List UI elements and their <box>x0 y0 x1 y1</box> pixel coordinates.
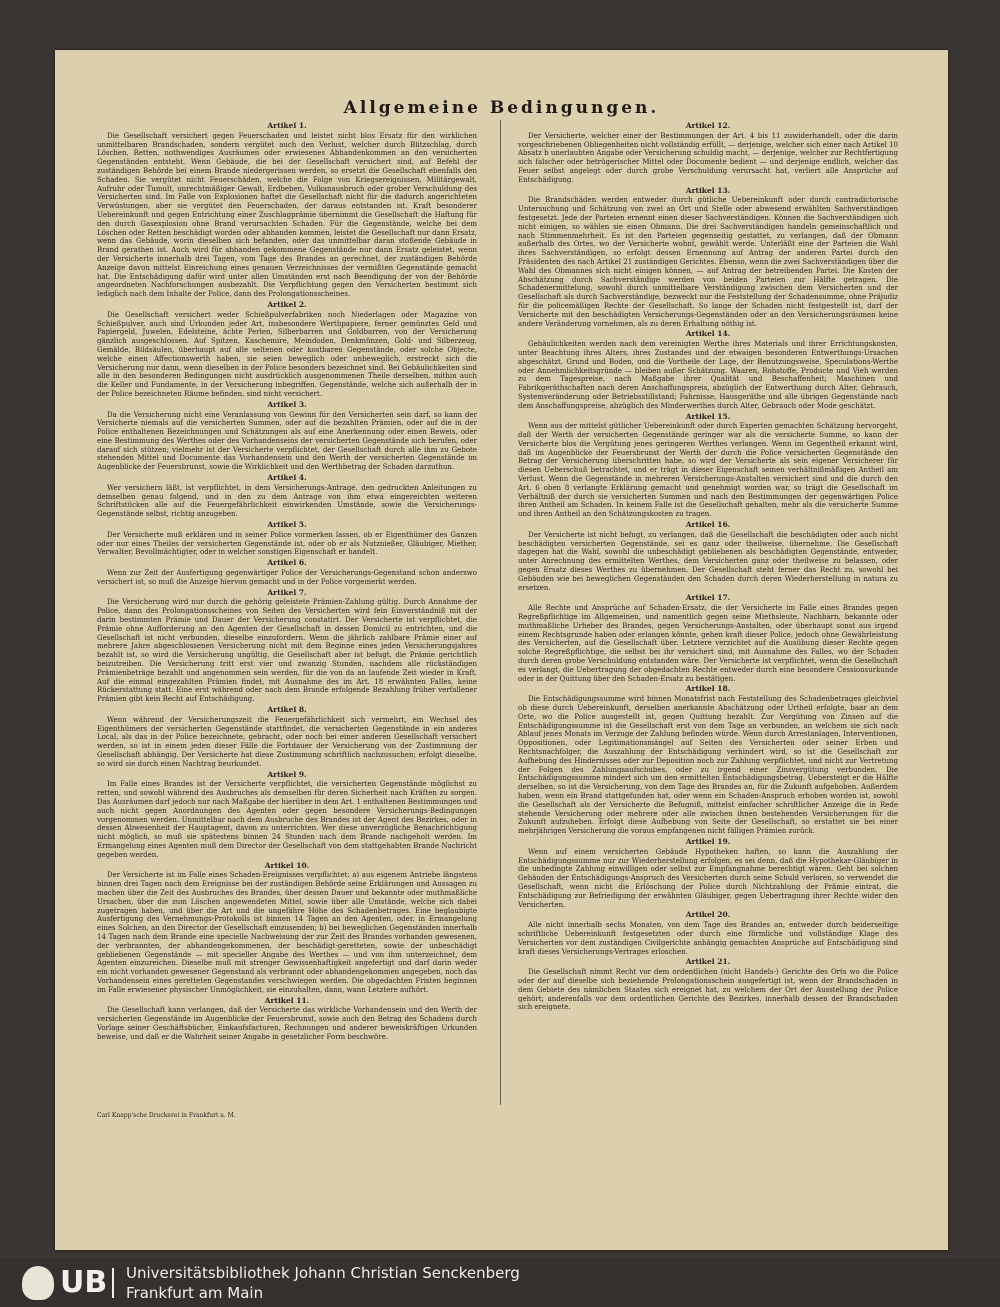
ub-logo: UB <box>60 1265 108 1300</box>
article-text: Der Versicherte muß erklären und in seiner Police vormerken lassen, ob er Eigenthümer des Ganzen oder nur eines Theiles der versicherten Gegenstände ist, oder ob er als Nutznießer, Gläubiger, Miether, Verwalter, Bevollmächtigter, oder in welcher sonstigen Eigenschaft er handelt. <box>97 530 477 557</box>
article-title: Artikel 5. <box>267 520 307 530</box>
portrait-logo-icon <box>22 1266 54 1300</box>
article-text: Die Gesellschaft versichert gegen Feuerschaden und leistet nicht blos Ersatz für den wirklichen unmittelbaren Brandschaden, sondern vergütet auch den Verlust, welcher durch Blitzschlag, durch Löschen, Retten, nothwendiges Ausräumen oder erwiesenes Abhandenkommen an den versicherten Gegenständen entsteht. Wenn Gebäude, die bei der Gesellschaft versichert sind, auf Befehl der zuständigen Behörde bei einem Brande niedergerissen werden, so ersetzt die Gesellschaft ebenfalls den Schaden. Sie vergütet nicht Feuerschäden, welche die Folge von Kriegsereignissen, Militärgewalt, Aufruhr oder Tumult, unrechtmäßiger Gewalt, Erdbeben, Vulkanausbruch oder grober Verschuldung des Versicherten sind. Im Falle von Explosionen haftet die Gesellschaft nicht für die dadurch angerichteten Verwüstungen, aber sie vergütet den Feuerschaden, der daraus entstanden ist. Kraft besonderer Uebereinkunft und gegen Entrichtung einer Zuschlagprämie übernimmt die Gesellschaft die Haftung für den durch Gasexplosion ohne Brand verursachten Schaden. Für die Gegenstände, welche bei dem Löschen oder Retten beschädigt worden oder abhanden kommen, leistet die Gesellschaft nur dann Ersatz, wenn das Gebäude, worin dieselben sich befanden, oder das unmittelbar daran stoßende Gebäude in Brand gerathen ist. Auch wird für abhanden gekommene Gegenstände nur dann Ersatz geleistet, wenn der Versicherte innerhalb drei Tagen, vom Tage des Brandes an gerechnet, der zuständigen Behörde Anzeige davon mittelst Einreichung eines genauen Verzeichnisses der vermißten Gegenstände gemacht hat. Die Entschädigung dafür wird unter allen Umständen erst nach Beendigung der von der Behörde angeordneten Nachforschungen ausbezahlt. Die Verpflichtung gegen den Versicherten bestimmt sich lediglich nach dem Inhalte der Police, dann des Prolongationsscheines. <box>97 131 477 299</box>
article-text: Alle nicht innerhalb sechs Monaten, von dem Tage des Brandes an, entweder durch beiderseitige schriftliche Uebereinkunft festgesetzten oder durch eine förmliche und vollständige Klage des Versicherten vor dem zuständigen Civilgerichte anhängig gemachten Ansprüche auf Entschädigung sind kraft dieses Versicherungs-Vertrages erloschen. <box>518 921 898 956</box>
article-title: Artikel 20. <box>685 910 731 920</box>
article-title: Artikel 17. <box>685 593 731 603</box>
article-text: Der Versicherte, welcher einer der Bestimmungen der Art. 4 bis 11 zuwiderhandelt, oder die darin vorgeschriebenen Obliegenheiten nicht vollständig erfüllt, — derjenige, welcher sich einer nach Artikel 10 Absatz b unerlaubten Angabe oder Versicherung schuldig macht, — derjenige, welcher zur Rechtfertigung sich falscher oder betrügerischer Mittel oder Documente bedient — und derjenige endlich, welcher das Feuer selbst angelegt oder durch grobe Verschuldung verursacht hat, verliert alle Ansprüche auf Entschädigung. <box>518 131 898 184</box>
article-title: Artikel 7. <box>267 587 307 597</box>
article-text: Die Gesellschaft versichert weder Schießpulverfabriken noch Niederlagen oder Magazine von Schießpulver, auch sind Urkunden jeder Art, insbesondere Werthpapiere, ferner gemünztes Geld und Papiergeld, Juwelen, Edelsteine, ächte Perlen, Silberbarren und Goldbarren, von der Versicherung gänzlich ausgeschlossen. Auf Spitzen, Kaschemire, Meindoden, Denkmünzen, Gold- und Silberzeug, Gemälde, Bildsäulen, überhaupt auf alle seltenen oder kostbaren Gegenstände, oder solche Objecte, welche einen Affectionswerth haben, sie seien beweglich oder unbeweglich, erstreckt sich die Versicherung nur dann, wenn dieselben in der Police besonders bezeichnet sind. Bei Gebäulichkeiten sind alle in den besonderen Bedingungen nicht ausdrücklich ausgenommenen Theile derselben, mithin auch die Keller und Fundamente, in der Versicherung inbegriffen. Gegenstände, welche sich außerhalb der in der Police bezeichneten Räume befinden, sind nicht versichert. <box>97 310 477 398</box>
article-title: Artikel 8. <box>267 705 307 714</box>
right-column <box>518 120 898 1105</box>
article-title: Artikel 16. <box>685 520 731 530</box>
article-title: Artikel 18. <box>685 684 731 694</box>
article-title: Artikel 4. <box>267 473 307 483</box>
article-text: Wenn aus der mittelst gütlicher Uebereinkunft oder durch Experten gemachten Schätzung hervorgeht, daß der Werth der versicherten Gegenstände geringer war als die versicherte Summe, so kann der Versicherte blos die Vergütung jenes geringeren Werthes verlangen. Wenn im Gegentheil erkannt wird, daß im Augenblicke der Feuersbrunst der Werth der durch die Police versicherten Gegenstände den Betrag der Versicherung überschritten habe, so wird der Versicherte als sein eigener Versicherer für diesen Ueberschuß betrachtet, und er trägt in dieser Eigenschaft seinen verhältnißmäßigen Antheil am Verlust. Wenn die Gegenstände in mehreren Versicherungs-Anstalten versichert sind und die durch den Art. 6 oben 8 verlangte Erklärung gemacht und genehmigt worden war, so trägt die Gesellschaft im Verhältniß der durch sie versicherten Summen und nach den Bestimmungen der gegenwärtigen Police ihren Antheil am Schaden. In keinem Falle ist die Gesellschaft gehalten, mehr als die versicherte Summe und ihren Antheil an den Schätzungskosten zu tragen. <box>518 422 898 519</box>
article-title: Artikel 14. <box>685 329 731 339</box>
article-title: Artikel 12. <box>685 121 731 130</box>
article-text: Der Versicherte ist nicht befugt, zu verlangen, daß die Gesellschaft die beschädigten oder auch nicht beschädigten versicherten Gegenstände, sei es ganz oder theilweise, übernehme. Die Gesellschaft dagegen hat die Wahl, sowohl die unbeschädigt gebliebenen als beschädigten Gegenstände, entweder, unter Anrechnung des ermittelten Werthes, dem Versicherten ganz oder theilweise zu belassen, oder gegen Ersatz dieses Werthes zu übernehmen. Der Gesellschaft steht ferner das Recht zu, sowohl bei Gebäuden wie bei beweglichen Gegenständen den Schaden durch deren Wiederherstellung in natura zu ersetzen. <box>518 530 898 592</box>
article-text: Die Entschädigungssumme wird binnen Monatsfrist nach Feststellung des Schadenbetrages gleichviel ob diese durch Uebereinkunft, derselben anerkannte Abschätzung oder Urtheil erfolgte, baar an dem Orte, wo die Police ausgestellt ist, gegen Quittung bezahlt. Zur Vergütung von Zinsen auf die Entschädigungssumme ist die Gesellschaft erst von dem Tage an verbunden, an welchem sie sich nach Ablauf jenes Monats im Verzuge der Zahlung befinden würde. Wenn durch Arrestanlagen, Interventionen, Oppositionen, oder Legitimationsmängel auf Seiten des Versicherten oder seiner Erben und Rechtsnachfolger, die Auszahlung der Entschädigung verhindert wird, so ist die Gesellschaft zur Aufhebung des Hindernisses oder zur Deposition noch zur Zahlung verpflichtet, und nicht zur Vertretung der Folgen des Zahlungsaufschubes, oder zu irgend einer Zinsvergütung verbunden. Die Entschädigungssumme mindert sich um den ermittelten Entschädigungsbetrag. Uebersteigt er die Hälfte derselben, so ist die Versicherung, von dem Tage des Brandes an, für die Zukunft aufgehoben. Außerdem haben, wenn ein Brand stattgefunden hat, oder wenn ein Schaden-Anspruch erhoben worden ist, sowohl die Gesellschaft als der Versicherte die Befugniß, mittelst einfacher schriftlicher Anzeige die in Rede stehende Versicherung oder mehrere oder alle zwischen ihnen bestehenden Versicherungen für die Zukunft aufzuheben. Erfolgt diese Aufhebung von Seite der Gesellschaft, so erstattet sie bei einer mehrjährigen Versicherung die voraus empfangenen nicht fälligen Prämien zurück. <box>518 695 898 836</box>
article-text: Wer versichern läßt, ist verpflichtet, in dem Versicherungs-Antrage, den gedruckten Anleitungen zu demselben genau folgend, und in den zu dem Antrage von ihm etwa eingereichten weiteren Schriftstücken alle auf die Feuergefährlichkeit einwirkenden Umstände, sowie die Versicherungs-Gegenstände selbst, richtig anzugeben. <box>97 483 477 519</box>
article-title: Artikel 9. <box>267 769 307 779</box>
article-title: Artikel 1. <box>267 121 307 130</box>
document-title: Allgemeine Bedingungen. <box>343 98 660 118</box>
article-text: Der Versicherte ist im Falle eines Schaden-Ereignisses verpflichtet: a) aus eigenem Antriebe längstens binnen drei Tagen nach dem Ereignisse bei der zuständigen Behörde seine Erklärungen und Aussagen zu machen über die Zeit des Ausbruches des Brandes, über dessen Dauer und bekannte oder muthmaßliche Ursachen, über die zum Löschen angewendeten Mittel, sowie über alle Umstände, welche sich dabei zugetragen haben, und über die Art und die ungefähre Höhe des Schadenbetrages. Eine beglaubigte Ausfertigung des Vernehmungs-Protokolls ist binnen 14 Tagen an den Agenten, oder, in Ermangelung eines Solchen, an den Director der Gesellschaft einzusenden; b) bei beweglichen Gegenständen innerhalb 14 Tagen nach dem Brande eine specielle Nachweisung der zur Zeit des Brandes vorhanden gewesenen, der verbrannten, der abhandengekommenen, der beschädigt-geretteten, sowie der unbeschädigt gebliebenen Gegenstände — mit specieller Angabe des Werthes — und von ihm unterzeichnet, dem Agenten einzureichen. Dieselbe muß mit strenger Gewissenhaftigkeit angefertigt und darf darin weder ein nicht vorhanden gewesener Gegenstand als verbrannt oder abhandengekommen angegeben, noch das Vorhandensein eines geretteten Gegenstandes verschwiegen werden. Die obgedachten Fristen beginnen im Falle erwiesener physischer Unmöglichkeit, sie einzuhalten, dann, wann Letztere aufhört. <box>97 871 477 994</box>
article-title: Artikel 11. <box>264 995 310 1005</box>
article-text: Im Falle eines Brandes ist der Versicherte verpflichtet, die versicherten Gegenstände möglichst zu retten, und sowohl während des Ausbruches als demselben für deren Sicherheit nach Kräften zu sorgen. Das Ausräumen darf jedoch nur nach Maßgabe der hierüber in dem Art. 1 enthaltenen Bestimmungen und auch nicht gegen Anordnungen des Agenten oder gegen besondere Versicherungs-Bedingungen vorgenommen werden. Unmittelbar nach dem Ausbruche des Brandes ist der Agent des Bezirkes, oder in dessen Abwesenheit der Hauptagent, davon zu unterrichten. Wer diese unverzügliche Benachrichtigung nicht möglich, so muß sie spätestens binnen 24 Stunden nach dem Brande nachgeholt werden. Im Ermangelung eines Agenten muß dem Director der Gesellschaft von dem stattgehabten Brande Nachricht gegeben werden. <box>97 780 477 859</box>
article-title: Artikel 13. <box>685 185 731 195</box>
article-title: Artikel 6. <box>267 558 307 568</box>
library-name-line1: Universitätsbibliothek Johann Christian Senckenberg <box>126 1264 520 1282</box>
article-title: Artikel 2. <box>267 299 307 309</box>
left-column <box>97 120 477 1105</box>
article-title: Artikel 15. <box>685 411 731 421</box>
article-text: Alle Rechte und Ansprüche auf Schaden-Ersatz, die der Versicherte im Falle eines Brandes gegen Regreßpflichtige im Allgemeinen, und namentlich gegen seine Miethsleute, Nachbarn, bekannte oder muthmaßliche Urheber des Brandes, gegen Versicherungs-Anstalten, oder überhaupt sonst aus irgend einem Rechtsgrunde haben oder erlangen könnte, gehen kraft dieser Police, jedoch ohne Gewährleistung des Versicherten, auf die Gesellschaft über. Letztere verzichtet auf die Ausübung dieser Rechte gegen solche Regreßpflichtige, die selbst bei ihr versichert sind, mit Ausnahme des Falles, wo der Schaden durch deren grobe Verschuldung entstanden wäre. Der Versicherte ist verpflichtet, wenn die Gesellschaft es verlangt, die Uebertragung der obgedachten Rechte entweder durch eine besondere Cessionsurkunde oder in der Quittung über den Schaden-Ersatz zu bestätigen. <box>518 604 898 683</box>
logo-divider <box>112 1268 114 1298</box>
column-divider <box>500 120 501 1105</box>
article-text: Die Brandschäden werden entweder durch gütliche Uebereinkunft oder durch contradictorische Untersuchung und Schätzung von zwei an Ort und Stelle oder abwesend erwählten Sachverständigen festgesetzt. Jede der Parteien ernennt einen dieser Sachverständigen. Können die Sachverständigen sich nicht einigen, so wählen sie einen Obmann. Die drei Sachverständigen handeln gemeinschaftlich und nach Stimmenmehrheit. Es ist den Parteien gegenseitig gestattet, zu verlangen, daß der Obmann außerhalb des Ortes, wo der Versicherte wohnt, gewählt werde. Unterläßt eine der Parteien die Wahl ihres Sachverständigen, so erfolgt dessen Ernennung auf Antrag der anderen Partei durch den Präsidenten des nach Artikel 21 zuständigen Gerichtes. Ebenso, wenn die zwei Sachverständigen über die Wahl des Obmannes sich nicht einigen können, — auf Antrag der betreibenden Partei. Die Kosten der Abschätzung durch Sachverständige werden von beiden Parteien zur Hälfte getragen. Die Schadenermittelung, sowohl durch unmittelbare Verständigung zwischen dem Versicherten und der Gesellschaft als durch Sachverständige, bezweckt nur die Feststellung der Schadensumme, ohne Präjudiz für die policemäßigen Rechte der Gesellschaft. So lange der Schaden nicht festgestellt ist, darf der Versicherte mit den beschädigten Versicherungs-Gegenständen oder an den Versicherungsräumen keine andere Veränderung vornehmen, als zu deren Erhaltung nöthig ist. <box>518 196 898 328</box>
library-name-line2: Frankfurt am Main <box>126 1284 264 1302</box>
article-title: Artikel 19. <box>685 836 731 846</box>
library-name <box>126 1263 520 1303</box>
document-page <box>55 50 948 1250</box>
article-text: Die Gesellschaft kann verlangen, daß der Versicherte das wirkliche Vorhandensein und den Werth der versicherten Gegenstände im Augenblicke der Feuersbrunst, sowie auch den Betrag des Schadens durch Vorlage seiner Geschäftsbücher, Einkaufsfacturen, Rechnungen und anderer beweiskräftigen Urkunden beweise, und daß er die Wahrheit seiner Angabe in gesetzlicher Form beschwöre. <box>97 1006 477 1041</box>
library-footer <box>0 1258 1000 1307</box>
article-text: Gebäulichkeiten werden nach dem vereinigten Werthe ihres Materials und ihrer Errichtungskosten, unter Beachtung ihres Alters, ihres Zustandes und der etwaigen besonderen Entwerthungs-Ursachen abgeschätzt. Grund und Boden, und die Vortheile der Lage, der Benutzungsweise, Speculations-Werthe oder Annehmlichkeitsgründe — bleiben außer Schätzung. Waaren, Rohstoffe, Producte und Vieh werden zu dem Tagespreise, nach Maßgabe ihrer Qualität und Beschaffenheit; Maschinen und Fabrikgeräthschaften nach deren Anschaffungspreis, abzüglich der Entwerthung durch Alter, Gebrauch, Systemveränderung oder Betriebsstillstand; Fahrnisse, Hausgeräthe und alle übrigen Gegenstände nach dem Anschaffungspreise, abzüglich des Minderwerthes durch Alter, Gebrauch oder Mode geschätzt. <box>518 340 898 410</box>
article-title: Artikel 3. <box>267 399 307 409</box>
article-text: Die Versicherung wird nur durch die gehörig geleistete Prämien-Zahlung gültig. Durch Annahme der Police, dann des Prolongationsscheines von Seiten des Versicherten wird fein Einverständniß mit der darin bestimmten Prämie und Dauer der Versicherung constatirt. Der Versicherte ist verpflichtet, die Prämie ohne Aufforderung an den Agenten der Gesellschaft in dessen Domicil zu entrichten, und die Gesellschaft ist nicht verbunden, dieselbe einzufordern. Wenn die jährlich zahlbare Prämie einer auf mehrere Jahre abgeschlossenen Versicherung nicht mit dem Beginne eines jeden Versicherungsjahres bezahlt ist, so wird die Versicherung ungültig, die Gesellschaft aber ist befugt, die Prämie gerichtlich beizutreiben. Die Versicherung tritt erst vier und zwanzig Stunden, nachdem alle rückständigen Prämienbeträge bezahlt und angenommen sein werden, für die von da an laufende Zeit wieder in Kraft. Auf die einmal eingezahlten Prämien findet, mit Ausnahme des im Art. 18 erwähnten Falles, keine Rückerstattung statt. Eine erst während oder nach dem Brande erfolgende Bezahlung früher verfallener Prämien gibt kein Recht auf Entschädigung. <box>97 598 477 704</box>
article-text: Wenn auf einem versicherten Gebäude Hypotheken haften, so kann die Auszahlung der Entschädigungssumme nur zur Wiederherstellung erfolgen, es sei denn, daß die Hypothekar-Gläubiger in die unbedingte Zahlung einwilligen oder selbst zur Empfangnahme berechtigt wären. Geht bei solchen Gebäuden der Entschädigungs-Anspruch des Versicherten durch seine Schuld verloren, so verwendet die Gesellschaft, wenn nicht die Erlöschung der Police durch Nichtzahlung der Prämie eintrat, die Entschädigung zur Befriedigung der erwähnten Gläubiger, gegen Uebertragung ihrer Rechte wider den Versicherten. <box>518 847 898 909</box>
article-text: Da die Versicherung nicht eine Veranlassung von Gewinn für den Versicherten sein darf, so kann der Versicherte niemals auf die versicherten Summen, oder auf die bezahlten Prämien, oder auf die in der Police enthaltenen Bezeichnungen und Schätzungen als auf eine Anerkennung oder einen Beweis, oder eine Bestimmung des Werthes oder des Vorhandenseins der versicherten Gegenstände sich berufen, oder darauf sich stützen; vielmehr ist der Versicherte verpflichtet, der Gesellschaft durch alle ihm zu Gebote stehenden Mittel und Documente das Vorhandensein und den Werth der versicherten Gegenstände im Augenblicke der Feuersbrunst, sowie die Wirklichkeit und den Werthbetrag der Schaden darzuthun. <box>97 410 477 472</box>
printer-note: Carl Knapp'sche Druckerei in Frankfurt a. M. <box>97 1112 236 1119</box>
article-text: Wenn während der Versicherungszeit die Feuergefährlichkeit sich vermehrt, ein Wechsel des Eigenthümers der versicherten Gegenstände stattfindet, die versicherten Gegenstände in ein anderes Local, als das in der Police bezeichnete, gebracht, oder noch bei einer anderen Gesellschaft versichert werden, so ist in einem jeden dieser Fälle die Fortdauer der Versicherung von der Zustimmung der Gesellschaft abhängig. Der Versicherte hat diese Zustimmung schriftlich nachzusuchen; erfolgt dieselbe, so wird sie durch einen Nachtrag beurkundet. <box>97 715 477 768</box>
article-text: Die Gesellschaft nimmt Recht vor dem ordentlichen (nicht Handels-) Gerichte des Orts wo die Police oder der auf dieselbe sich beziehende Prolongationsschein ausgefertigt ist, wenn der Brandschaden in dem Gebiete des nämlichen Staates sich ereignet hat, zu welchem der Ort der Ausstellung der Police gehört; anderenfalls vor dem ordentlichen Gerichte des Bezirkes, innerhalb dessen der Brandschaden sich ereignete. <box>518 968 898 1012</box>
article-text: Wenn zur Zeit der Ausfertigung gegenwärtiger Police der Versicherungs-Gegenstand schon anderswo versichert ist, so muß die Anzeige hiervon gemacht und in der Police vorgemerkt werden. <box>97 569 477 586</box>
article-title: Artikel 21. <box>685 957 731 967</box>
article-title: Artikel 10. <box>264 860 310 870</box>
